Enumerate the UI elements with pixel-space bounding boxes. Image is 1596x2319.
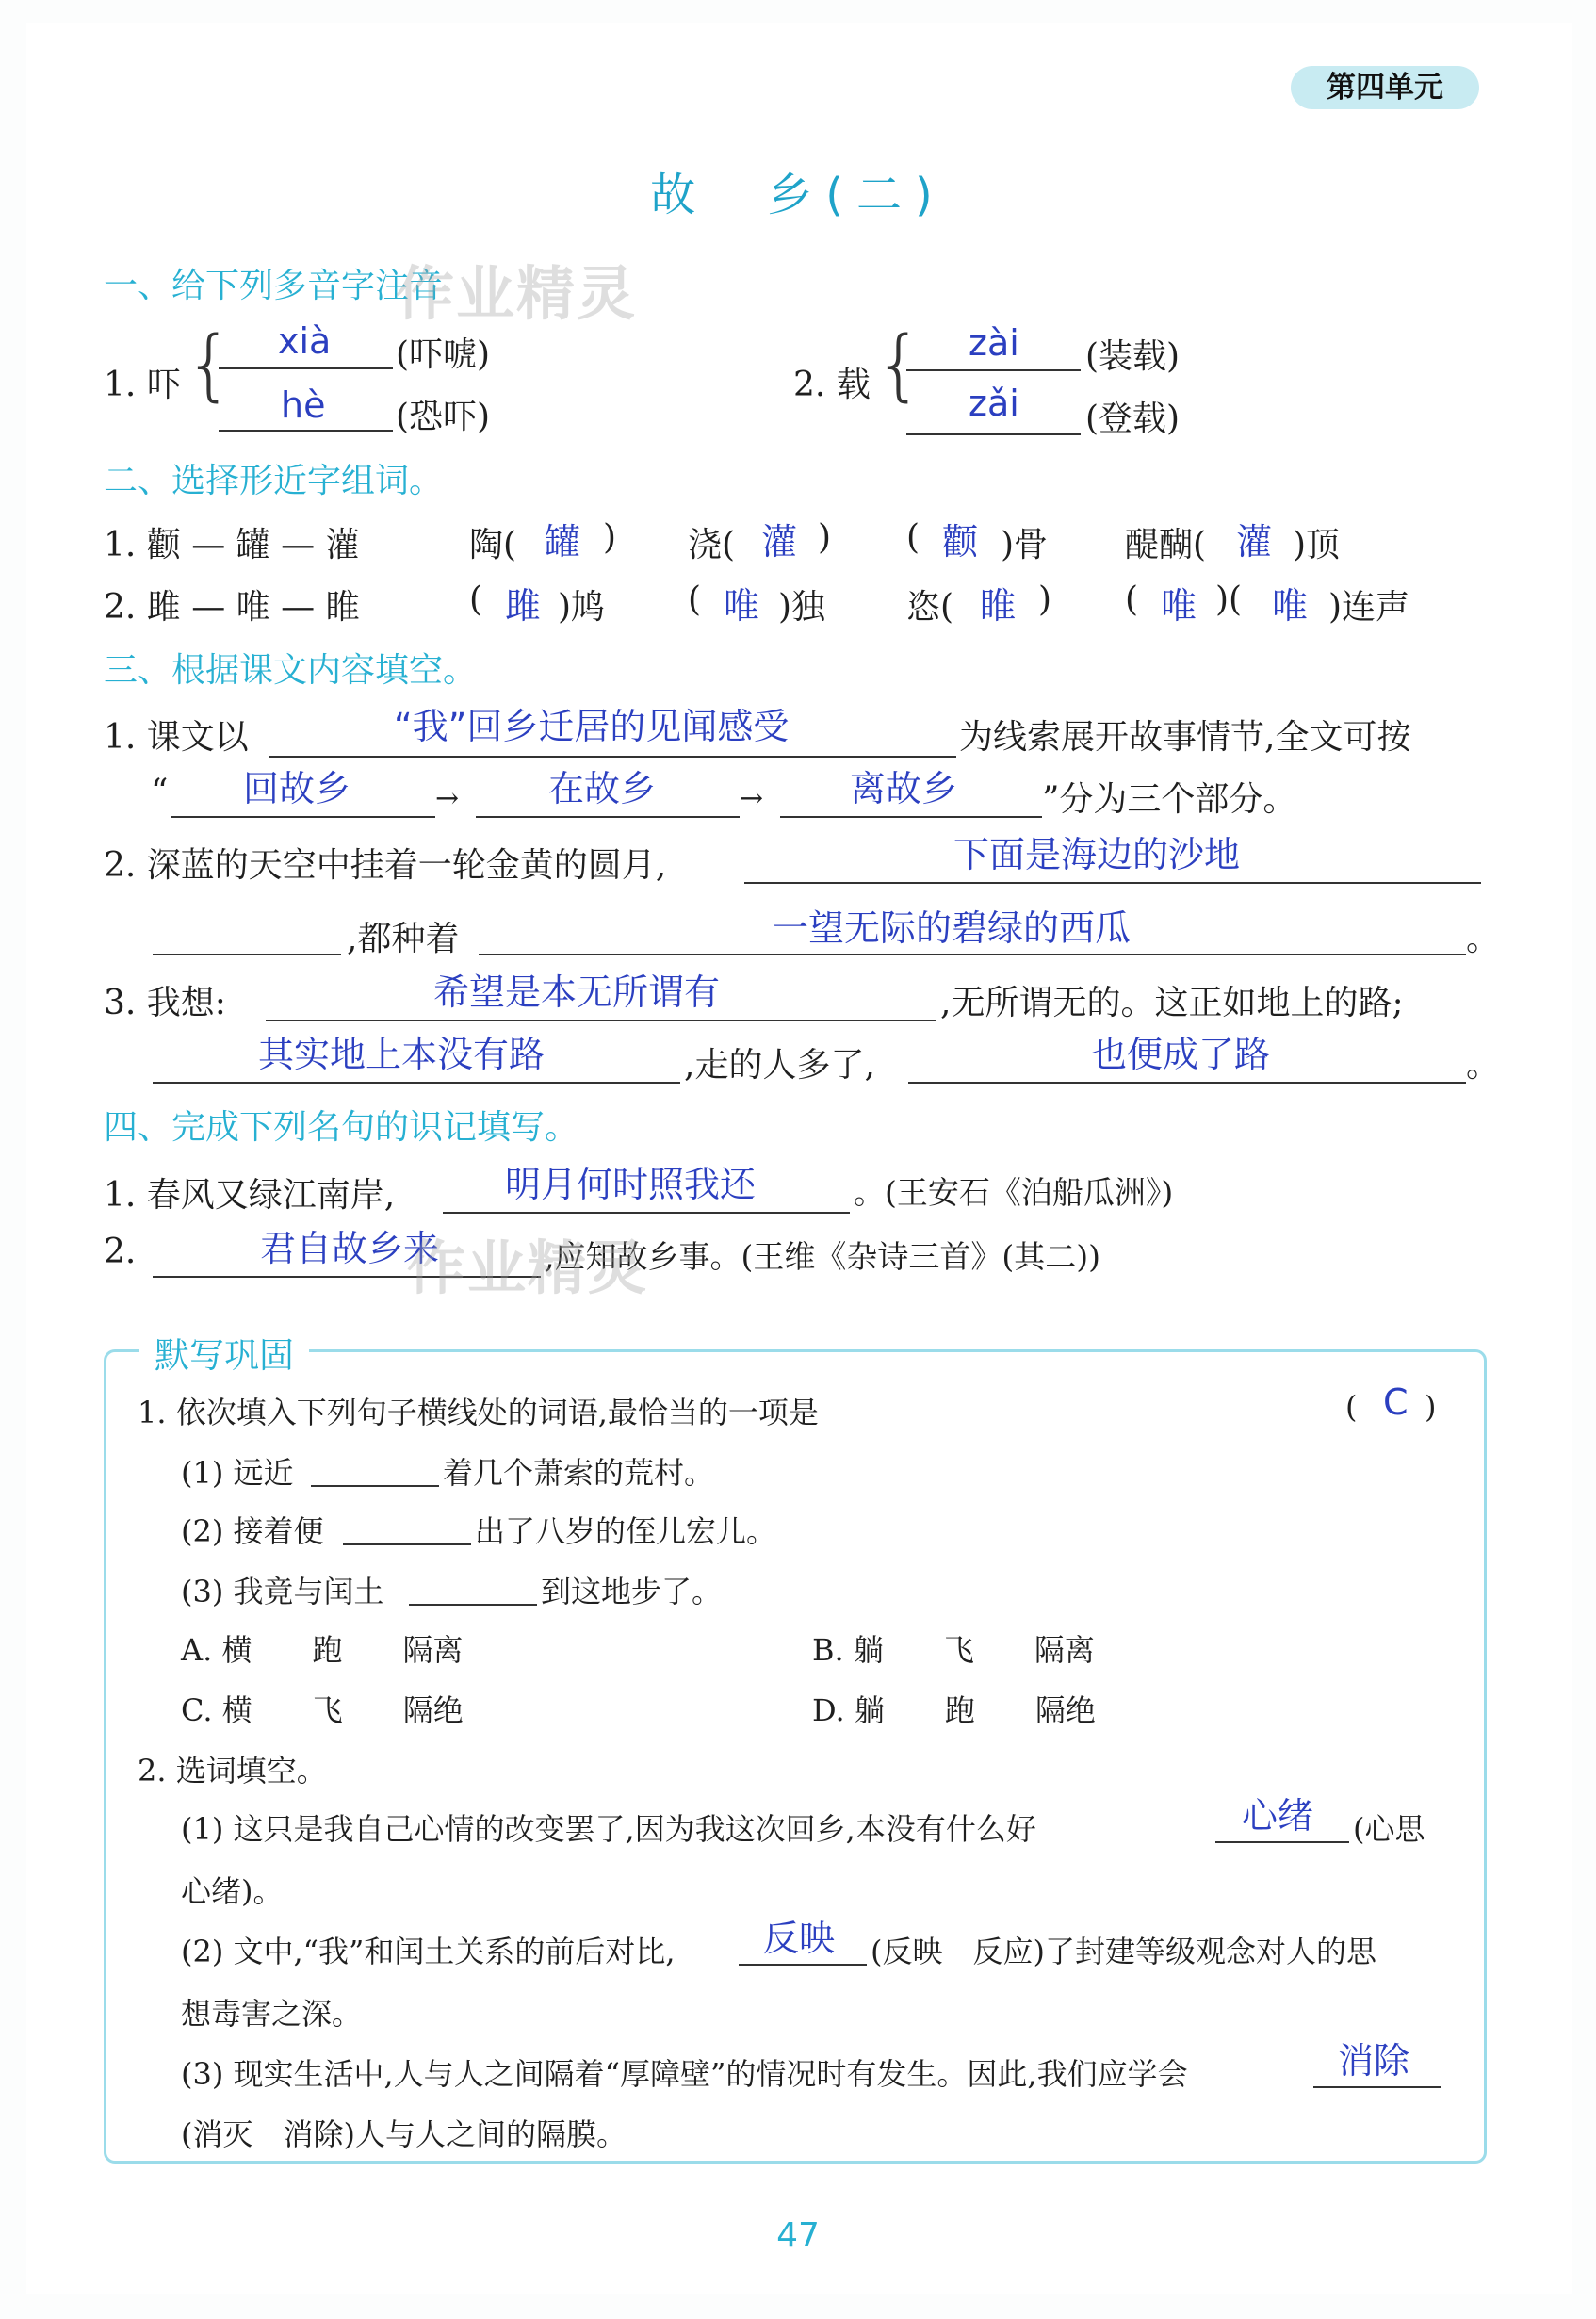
box-q1-s2-blank[interactable] [343,1543,471,1545]
s2-r1-b3: ( [906,518,920,557]
s4-q1-blank[interactable] [443,1212,850,1214]
s2-r2-b1: ( [469,580,483,619]
s3-q1-blank2[interactable] [171,816,435,818]
s3-q3-answer3: 也便成了路 [1091,1034,1271,1075]
s3-q2-blank2b[interactable] [479,954,1466,955]
s1-q1-blank1[interactable] [219,367,393,369]
s3-q1-blank1[interactable] [269,756,956,758]
page-title: 故 乡(二) [650,169,946,221]
s2-r2-prefix: 2. 雎 — 唯 — 睢 [104,588,360,627]
s2-r2-e4: )( [1215,580,1243,619]
box-q2-p2-line2: 想毒害之深。 [181,1996,363,2032]
s3-q2-end: 。 [1466,920,1501,958]
s2-r1-b2: 浇( [688,526,736,564]
s2-r2-b2: ( [688,580,702,619]
box-q1-paren-open: ( [1345,1389,1358,1425]
s1-q2-label: 2. 载 [793,366,871,404]
s2-r1-b4: 醍醐( [1125,526,1207,564]
review-box-title: 默写巩固 [139,1327,309,1378]
s4-q2-post: ,应知故乡事。(王维《杂诗三首》(其二)) [545,1238,1100,1275]
s1-q1-answer2: hè [281,384,326,426]
s3-q1-pre: 1. 课文以 [104,718,249,757]
s2-r2-e5: )连声 [1328,588,1410,627]
box-q1-option-d[interactable]: D. 躺 跑 隔绝 [812,1692,1096,1728]
section-3-heading: 三、根据课文内容填空。 [104,651,478,690]
s4-q1-post: 。(王安石《泊船瓜洲》) [854,1174,1174,1211]
s2-r1-e3: )骨 [1001,526,1049,564]
s3-q3-mid1: ,无所谓无的。这正如地上的路; [940,984,1404,1022]
s1-q2-word1: (装载) [1085,337,1181,376]
s3-q3-answer1: 希望是本无所谓有 [433,972,721,1013]
s1-q1-word1: (吓唬) [396,335,491,374]
s3-q2-answer1: 下面是海边的沙地 [953,834,1241,875]
s1-q2-answer2: zǎi [969,383,1019,424]
box-q1-s3-blank[interactable] [409,1604,537,1606]
s3-q1-blank3[interactable] [476,816,740,818]
s2-r1-e4: )顶 [1293,526,1341,564]
watermark-logo-2: 作业精灵 [407,1233,649,1302]
s4-q1-answer: 明月何时照我还 [505,1164,757,1205]
s1-q1-blank2[interactable] [219,430,393,432]
box-q2-p1-line2: 心绪)。 [181,1873,284,1909]
s2-r2-a1: 雎 [505,585,542,627]
box-q2-p3-blank[interactable] [1313,2086,1441,2088]
box-q2-p2-pre: (2) 文中,“我”和闰土关系的前后对比, [181,1934,676,1969]
brace-icon: { [874,320,924,410]
s1-q2-blank2[interactable] [906,433,1081,435]
s2-r2-a2: 唯 [724,585,760,627]
s3-q1-answer4: 离故乡 [850,768,958,809]
box-q1-s2-post: 出了八岁的侄儿宏儿。 [475,1513,777,1549]
page-number: 47 [776,2216,820,2255]
box-q2-p1-pre: (1) 这只是我自己心情的改变罢了,因为我这次回乡,本没有什么好 [181,1811,1036,1847]
box-q1-option-b[interactable]: B. 躺 飞 隔离 [812,1632,1095,1668]
box-q2-p3-line2: (消灭 消除)人与人之间的隔膜。 [181,2116,627,2152]
s1-q2-answer1: zài [969,322,1019,364]
box-q1-stem: 1. 依次填入下列句子横线处的词语,最恰当的一项是 [138,1395,819,1430]
section-4-heading: 四、完成下列名句的识记填写。 [104,1108,579,1147]
box-q1-s2-pre: (2) 接着便 [181,1513,324,1549]
box-q2-p3-answer: 消除 [1338,2040,1410,2082]
arrow-right-icon: → [435,782,460,815]
s2-r2-e2: )独 [778,588,826,627]
s2-r1-e2: ) [818,518,832,557]
box-q1-option-c[interactable]: C. 横 飞 隔绝 [181,1692,464,1728]
box-q1-answer: C [1383,1381,1409,1423]
s3-q3-mid2: ,走的人多了, [684,1046,875,1085]
box-q2-p1-answer: 心绪 [1242,1795,1314,1837]
s3-q3-pre: 3. 我想: [104,984,226,1022]
box-q1-s1-blank[interactable] [311,1485,439,1487]
s1-q1-word2: (恐吓) [396,398,491,436]
s2-r2-a4: 唯 [1161,585,1197,627]
box-q2-p1-blank[interactable] [1215,1841,1349,1843]
section-2-heading: 二、选择形近字组词。 [104,462,444,500]
s3-q2-blank1[interactable] [744,882,1481,884]
box-q2-p3-pre: (3) 现实生活中,人与人之间隔着“厚障壁”的情况时有发生。因此,我们应学会 [181,2056,1188,2092]
s3-q1-answer2: 回故乡 [243,768,351,809]
s3-q2-pre: 2. 深蓝的天空中挂着一轮金黄的圆月, [104,846,667,885]
s3-q1-answer3: 在故乡 [548,768,657,809]
box-q1-s3-post: 到这地步了。 [541,1574,723,1609]
unit-badge: 第四单元 [1291,66,1479,109]
s1-q2-word2: (登载) [1085,400,1181,438]
s3-q1-post: 为线索展开故事情节,全文可按 [959,718,1411,757]
box-q1-s3-pre: (3) 我竟与闰土 [181,1574,384,1609]
arrow-right-icon: → [740,782,764,815]
s1-q1-label: 1. 吓 [104,366,181,404]
s2-r2-a3: 睢 [980,585,1017,627]
s4-q2-answer: 君自故乡来 [260,1228,440,1269]
s3-q1-quote-open: “ [151,773,169,811]
s4-q2-pre: 2. [104,1233,137,1271]
s3-q2-blank2a[interactable] [153,954,341,955]
s3-q3-blank2[interactable] [153,1082,680,1084]
s3-q2-mid: ,都种着 [347,920,460,958]
s3-q3-blank1[interactable] [266,1020,936,1021]
s1-q1-answer1: xià [278,320,332,362]
s3-q1-blank4[interactable] [780,816,1042,818]
s3-q3-blank3[interactable] [908,1082,1466,1084]
box-q1-paren-close: ) [1425,1389,1437,1425]
s3-q1-answer1: “我”回乡迁居的见闻感受 [394,706,790,747]
s3-q3-end: 。 [1466,1046,1501,1085]
s2-r1-prefix: 1. 颧 — 罐 — 灌 [104,526,360,564]
box-q2-stem: 2. 选词填空。 [138,1753,327,1788]
s3-q1-quote-close: ”分为三个部分。 [1042,780,1297,819]
s2-r1-a4: 灌 [1236,521,1273,563]
brace-icon: { [185,320,235,410]
box-q1-option-a[interactable]: A. 横 跑 隔离 [181,1632,464,1668]
box-q2-p1-post: (心思 [1353,1811,1425,1847]
s2-r2-e1: )鸠 [558,588,606,627]
s2-r1-a1: 罐 [545,521,581,563]
s3-q2-answer2: 一望无际的碧绿的西瓜 [773,907,1132,949]
s2-r1-e1: ) [603,518,617,557]
s4-q1-pre: 1. 春风又绿江南岸, [104,1176,396,1215]
s2-r1-a2: 灌 [761,521,798,563]
watermark-logo-1: 作业精灵 [396,259,638,328]
box-q2-p2-blank[interactable] [739,1964,867,1966]
s2-r2-a5: 唯 [1272,585,1309,627]
box-q1-s1-post: 着几个萧索的荒村。 [443,1455,715,1491]
s2-r2-b4: ( [1125,580,1139,619]
s3-q3-answer2: 其实地上本没有路 [258,1034,546,1075]
s1-q2-blank1[interactable] [906,369,1081,371]
s2-r1-b1: 陶( [469,526,517,564]
box-q2-p2-answer: 反映 [763,1918,836,1959]
s2-r2-e3: ) [1038,580,1052,619]
s2-r1-a3: 颧 [942,521,979,563]
box-q1-s1-pre: (1) 远近 [181,1455,294,1491]
s2-r2-b3: 恣( [906,588,954,627]
section-1-heading: 一、给下列多音字注音 [104,267,444,305]
box-q2-p2-post: (反映 反应)了封建等级观念对人的思 [871,1934,1376,1969]
